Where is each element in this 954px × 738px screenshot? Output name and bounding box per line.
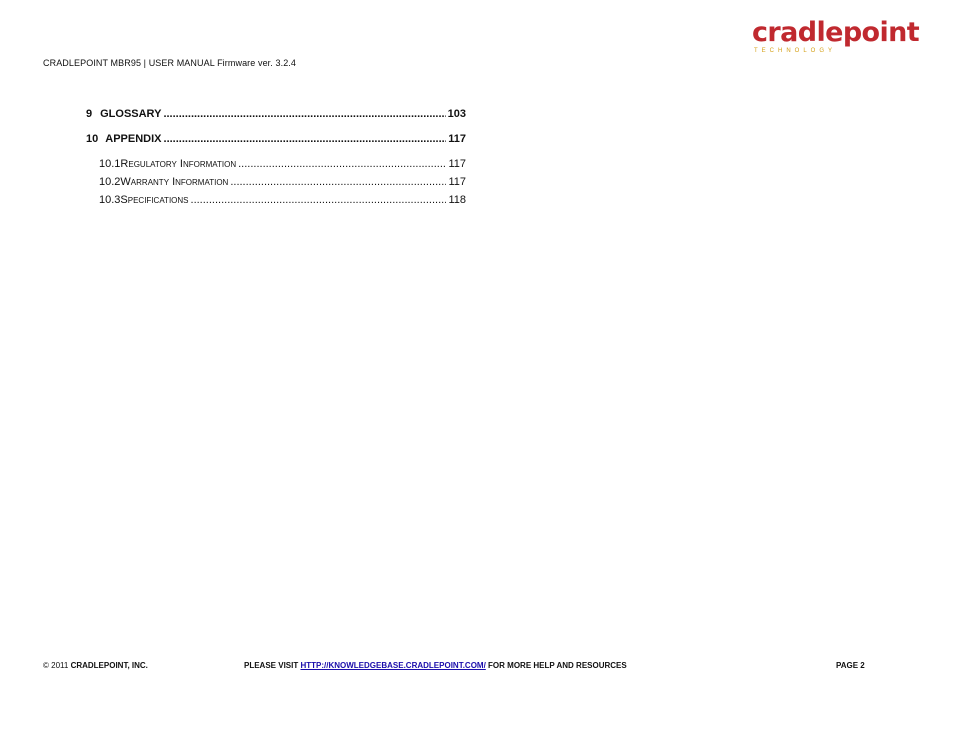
toc-number: 9 (86, 108, 93, 120)
toc-number: 10.3 (99, 194, 121, 206)
toc-title: Specifications (120, 194, 189, 206)
toc-number: 10.1 (99, 158, 121, 170)
copyright-year: © 2011 (43, 661, 69, 670)
footer-visit-prefix: PLEASE VISIT (244, 661, 299, 670)
toc-number: 10 (86, 133, 99, 145)
toc-entry-warranty[interactable] (86, 176, 466, 194)
logo-tagline: TECHNOLOGY (754, 48, 837, 54)
toc-page: 117 (448, 133, 466, 145)
toc-leader (164, 133, 447, 145)
footer-copyright (43, 661, 148, 670)
toc-page: 117 (448, 176, 466, 188)
toc-page: 118 (448, 194, 466, 206)
toc-leader (163, 108, 445, 120)
toc-page: 117 (448, 158, 466, 170)
toc-number: 10.2 (99, 176, 121, 188)
toc-page: 103 (447, 108, 466, 120)
toc-entry-regulatory[interactable] (86, 158, 466, 176)
cradlepoint-logo (752, 17, 920, 60)
logo-wordmark: cradlepoint (752, 17, 920, 48)
footer-page-number: PAGE 2 (836, 661, 865, 670)
footer-help (244, 661, 627, 670)
toc-entry-appendix[interactable] (86, 133, 466, 158)
knowledgebase-link[interactable]: HTTP://KNOWLEDGEBASE.CRADLEPOINT.COM/ (300, 661, 486, 670)
toc-leader (238, 158, 446, 170)
toc-title: Regulatory Information (120, 158, 237, 170)
document-header: CRADLEPOINT MBR95 | USER MANUAL Firmware ver. 3.2.4 (43, 58, 296, 68)
toc-title: APPENDIX (105, 133, 162, 145)
toc-title: GLOSSARY (100, 108, 162, 120)
table-of-contents (86, 108, 466, 212)
toc-leader (191, 194, 447, 206)
toc-entry-glossary[interactable] (86, 108, 466, 133)
toc-title: Warranty Information (120, 176, 229, 188)
toc-entry-specifications[interactable] (86, 194, 466, 212)
footer-company: CRADLEPOINT, INC. (70, 661, 148, 670)
footer-visit-suffix: FOR MORE HELP AND RESOURCES (488, 661, 627, 670)
toc-leader (230, 176, 446, 188)
